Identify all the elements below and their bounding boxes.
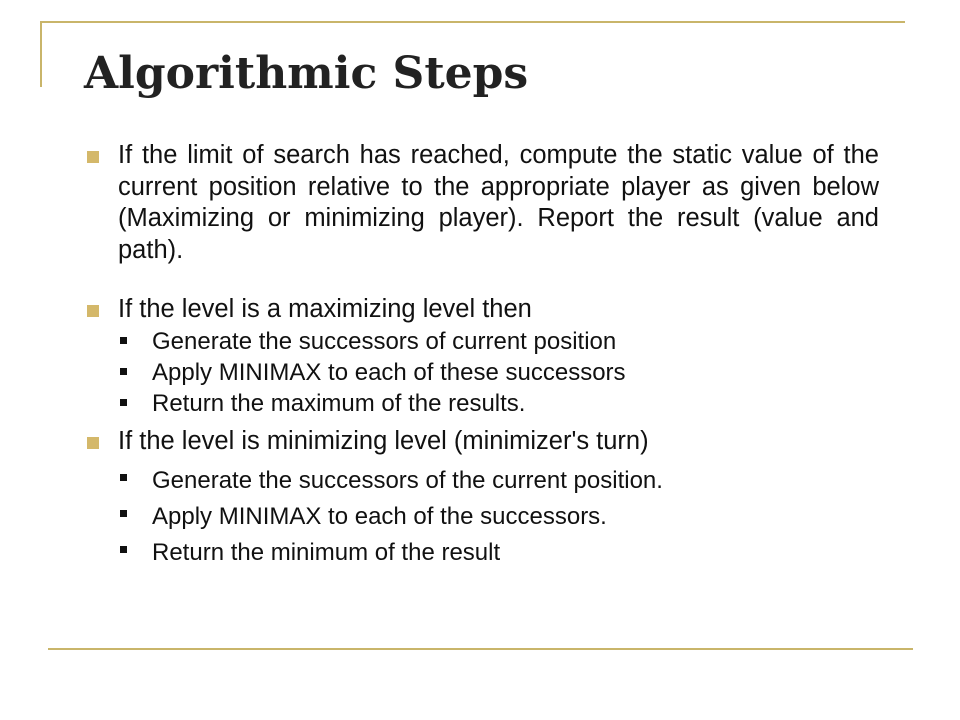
small-square-bullet-icon <box>120 368 127 375</box>
square-bullet-icon <box>87 305 99 317</box>
square-bullet-icon <box>87 437 99 449</box>
sub-bullet-item <box>84 535 879 571</box>
decorative-top-rule <box>40 21 905 23</box>
sub-bullet-text: Generate the successors of current position <box>152 327 617 355</box>
sub-bullet-item <box>84 357 879 388</box>
bullet-item-maximizing-level <box>84 294 879 326</box>
decorative-bottom-rule <box>48 648 913 650</box>
sub-bullet-text: Apply MINIMAX to each of the successors. <box>152 503 607 530</box>
slide-content <box>84 140 879 571</box>
bullet-text: If the level is minimizing level (minimizer's turn) <box>118 426 649 455</box>
sub-bullet-text: Apply MINIMAX to each of these successors <box>152 358 626 386</box>
bullet-item-search-limit <box>84 140 879 266</box>
sub-bullet-item <box>84 388 879 419</box>
small-square-bullet-icon <box>120 510 127 517</box>
sub-bullet-text: Return the maximum of the results. <box>152 389 526 417</box>
small-square-bullet-icon <box>120 474 127 481</box>
minimizing-sublist <box>84 463 879 571</box>
maximizing-sublist <box>84 326 879 419</box>
sub-bullet-text: Return the minimum of the result <box>152 539 501 566</box>
small-square-bullet-icon <box>120 337 127 344</box>
bullet-text: If the limit of search has reached, compute the static value of the current position relative to the appropriate player as given below (Maximizing or minimizing player). Report the result (value and path). <box>118 141 879 264</box>
sub-bullet-text: Generate the successors of the current position. <box>152 467 663 494</box>
bullet-text: If the level is a maximizing level then <box>118 295 532 323</box>
slide-title: Algorithmic Steps <box>84 48 529 99</box>
small-square-bullet-icon <box>120 399 127 406</box>
sub-bullet-item <box>84 463 879 499</box>
sub-bullet-item <box>84 326 879 357</box>
small-square-bullet-icon <box>120 546 127 553</box>
bullet-item-minimizing-level <box>84 426 879 458</box>
decorative-left-rule <box>40 21 42 87</box>
square-bullet-icon <box>87 151 99 163</box>
sub-bullet-item <box>84 499 879 535</box>
